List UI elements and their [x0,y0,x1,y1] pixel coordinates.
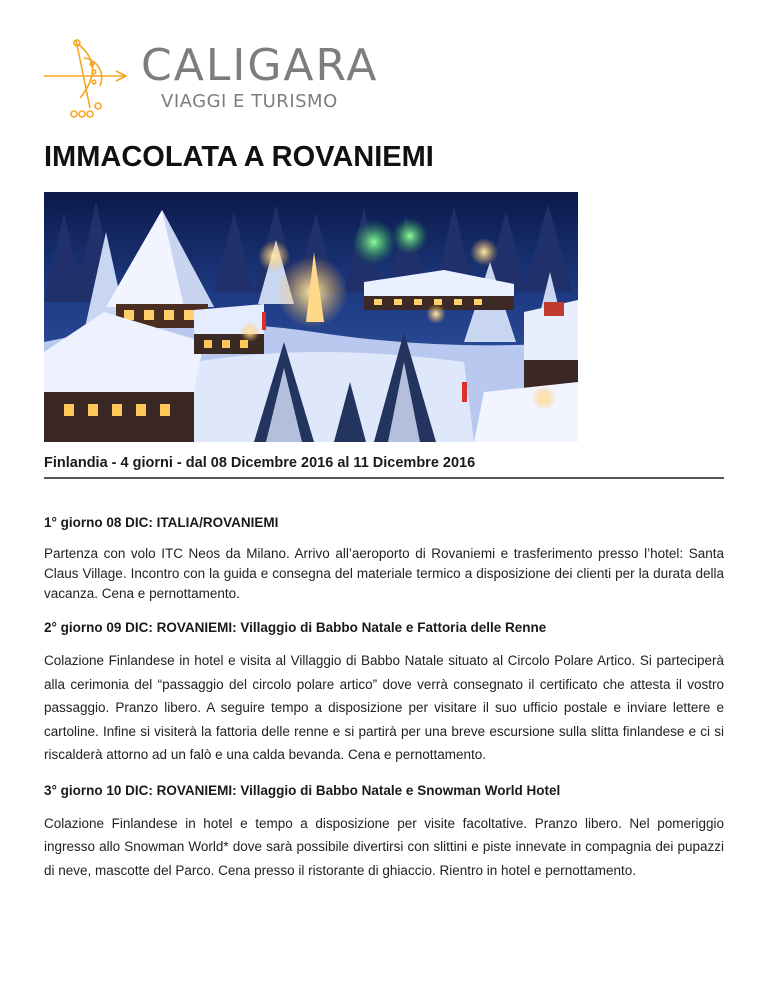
caligara-logo [40,36,380,120]
brand-name: CALIGARA [141,40,379,91]
page-title: IMMACOLATA A ROVANIEMI [44,141,434,173]
day-heading: 3° giorno 10 DIC: ROVANIEMI: Villaggio di Babbo Natale e Snowman World Hotel [44,782,561,798]
day-heading: 2° giorno 09 DIC: ROVANIEMI: Villaggio di Babbo Natale e Fattoria delle Renne [44,620,547,635]
brand-tagline: VIAGGI E TURISMO [161,91,338,112]
compass-arrow-logo-icon [40,36,136,120]
day-description: Colazione Finlandese in hotel e tempo a disposizione per visite facoltative. Pranzo libero. Nel pomeriggio ingresso allo Snowman World* dove sarà possibile divertirsi con slittini e piste innevate in compagnia dei pupazzi di neve, mascotte del Parco. Cena presso il ristorante di ghiaccio. Rientro in hotel e pernottamento. [44,815,724,878]
day-section [44,514,724,604]
itinerary [44,514,724,897]
day-description: Partenza con volo ITC Neos da Milano. Arrivo all’aeroporto di Rovaniemi e trasferimento presso l’hotel: Santa Claus Village. Incontro con la guida e consegna del materiale termico a disposizione dei clienti per la durata della vacanza. Cena e pernottamento. [44,546,724,601]
day-description: Colazione Finlandese in hotel e visita al Villaggio di Babbo Natale situato al Circolo Polare Artico. Si parteciperà alla cerimonia del “passaggio del circolo polare artico” dove verrà consegnato il certificato che attesta il vostro passaggio. Pranzo libero. A seguire tempo a disposizione per visitare il suo ufficio postale e inviare lettere e cartoline. Infine si visiterà la fattoria delle renne e si partirà per una breve escursione sulla slitta finlandese e ci si riscalderà attorno ad un falò e una calda bevanda. Cena e pernottamento. [44,653,724,762]
divider [44,477,724,479]
day-heading: 1° giorno 08 DIC: ITALIA/ROVANIEMI [44,515,279,530]
day-section [44,782,724,883]
trip-summary: Finlandia - 4 giorni - dal 08 Dicembre 2016 al 11 Dicembre 2016 [44,455,476,471]
santa-claus-village-photo [44,192,578,442]
day-section [44,619,724,767]
